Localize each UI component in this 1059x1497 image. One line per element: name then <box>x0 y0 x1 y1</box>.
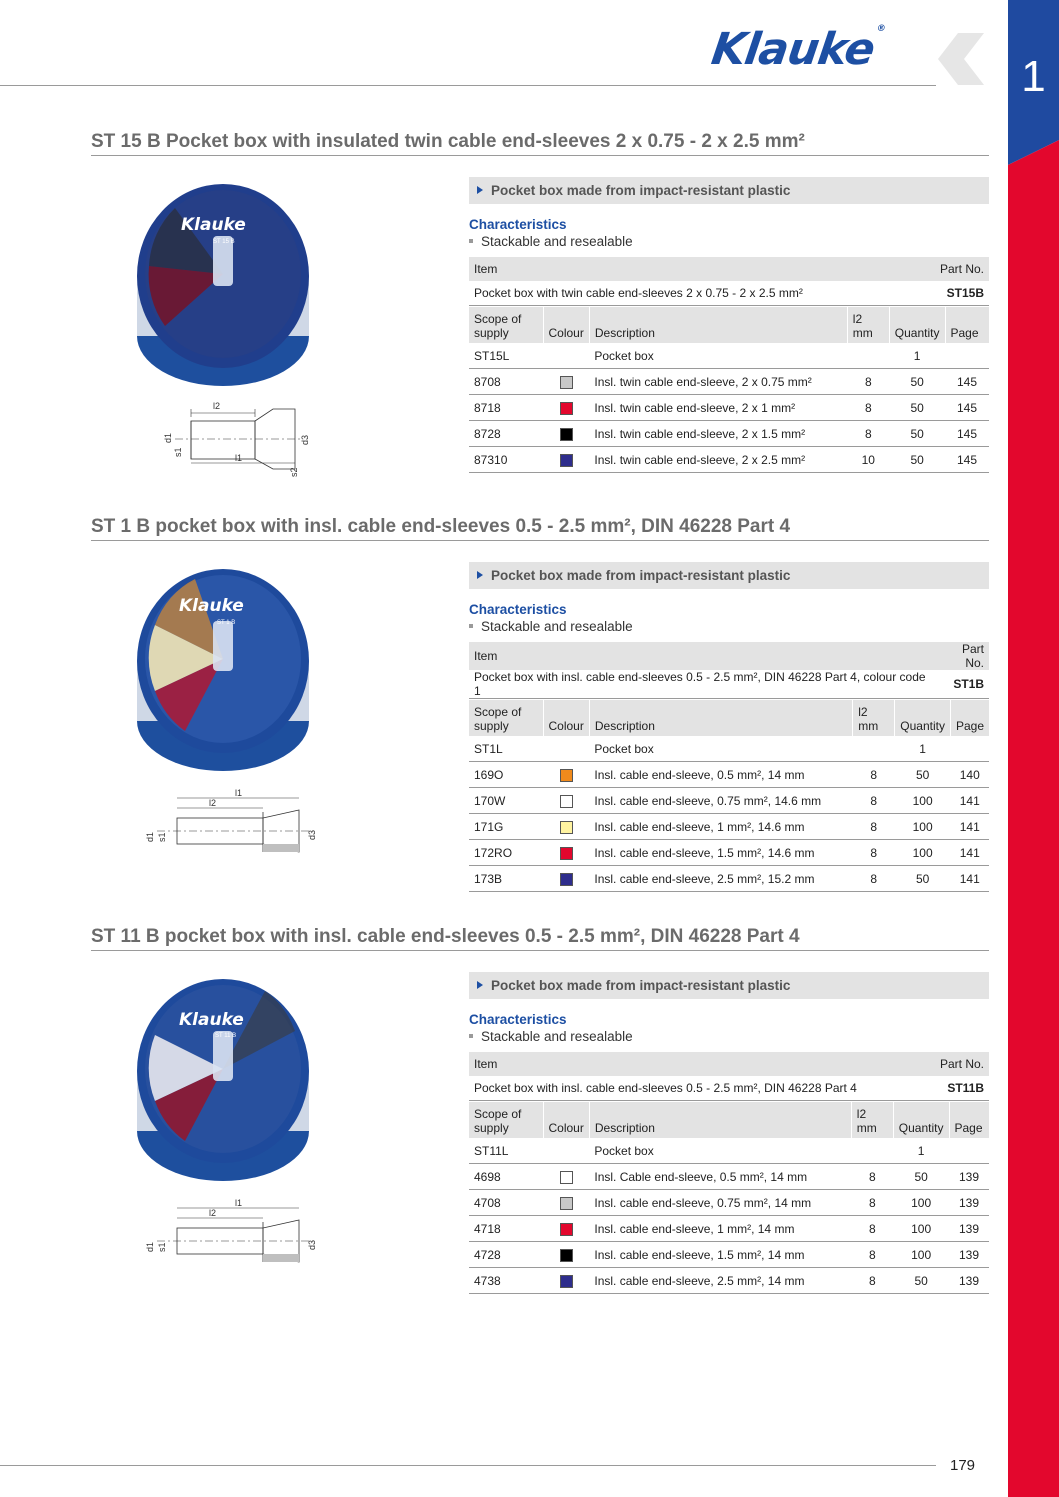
table-row <box>469 1138 989 1164</box>
characteristic-item: Stackable and resealable <box>469 619 989 634</box>
table-row <box>469 840 989 866</box>
box-model: ST 11 B <box>215 1033 237 1039</box>
cell-part-number: 8708 <box>469 369 543 395</box>
col-l2: l2 mm <box>853 700 895 736</box>
cell-description: Insl. twin cable end-sleeve, 2 x 1.5 mm² <box>589 421 847 447</box>
cell-page: 139 <box>949 1164 989 1190</box>
cell-description: Pocket box <box>589 1138 851 1164</box>
colour-swatch <box>560 1249 573 1262</box>
colour-swatch <box>560 873 573 886</box>
col-quantity: Quantity <box>893 1102 949 1138</box>
cell-quantity: 50 <box>895 762 951 788</box>
chapter-sidebar <box>1008 0 1059 1497</box>
col-page: Page <box>950 700 989 736</box>
cell-quantity: 100 <box>893 1216 949 1242</box>
feature-bar: Pocket box made from impact-resistant plastic <box>469 177 989 204</box>
header-divider <box>0 85 936 86</box>
cell-description: Insl. Cable end-sleeve, 0.5 mm², 14 mm <box>589 1164 851 1190</box>
cell-part-number: 4728 <box>469 1242 543 1268</box>
cell-part-number: 87310 <box>469 447 543 473</box>
cell-part-number: 172RO <box>469 840 543 866</box>
col-quantity: Quantity <box>895 700 951 736</box>
scope-table <box>469 700 989 892</box>
box-model: ST 1 B <box>217 620 236 626</box>
product-photo <box>135 561 311 777</box>
item-part-no: ST1B <box>935 670 989 699</box>
item-description: Pocket box with insl. cable end-sleeves 0.5 - 2.5 mm², DIN 46228 Part 4 <box>469 1076 926 1101</box>
col-quantity: Quantity <box>889 307 945 343</box>
cell-colour <box>543 1216 589 1242</box>
cell-l2: 8 <box>847 421 889 447</box>
label-s1: s1 <box>173 447 183 457</box>
item-table <box>469 1052 989 1101</box>
table-row <box>469 1216 989 1242</box>
cell-page: 139 <box>949 1216 989 1242</box>
label-l2: l2 <box>209 798 217 808</box>
product-section-st15b <box>91 131 989 477</box>
label-d1: d1 <box>145 831 155 842</box>
part-no-header: Part No. <box>935 642 989 670</box>
col-description: Description <box>589 307 847 343</box>
colour-swatch <box>560 402 573 415</box>
label-s2: s2 <box>289 467 299 477</box>
triangle-right-icon <box>477 186 483 194</box>
label-s1: s1 <box>157 1242 167 1252</box>
item-table <box>469 642 989 699</box>
product-section-st11b <box>91 926 989 1288</box>
label-l2: l2 <box>209 1208 217 1218</box>
triangle-right-icon <box>477 981 483 989</box>
cell-colour <box>543 1268 589 1294</box>
part-no-header: Part No. <box>926 1052 989 1076</box>
cell-page: 145 <box>945 395 989 421</box>
cell-description: Insl. cable end-sleeve, 1 mm², 14 mm <box>589 1216 851 1242</box>
cell-part-number: 173B <box>469 866 543 892</box>
cell-part-number: 4698 <box>469 1164 543 1190</box>
colour-swatch <box>560 847 573 860</box>
cell-colour <box>543 395 589 421</box>
cell-l2 <box>847 343 889 369</box>
cell-description: Insl. cable end-sleeve, 1.5 mm², 14.6 mm <box>589 840 852 866</box>
scope-table <box>469 307 989 473</box>
cell-colour <box>543 840 589 866</box>
cell-l2: 8 <box>853 840 895 866</box>
table-row <box>469 788 989 814</box>
characteristic-item: Stackable and resealable <box>469 1029 989 1044</box>
sleeve-drawing <box>143 1198 323 1268</box>
table-row <box>469 1268 989 1294</box>
cell-description: Insl. cable end-sleeve, 0.5 mm², 14 mm <box>589 762 852 788</box>
product-details <box>469 972 989 1294</box>
bullet-icon <box>469 624 473 628</box>
cell-l2: 8 <box>853 866 895 892</box>
label-l1: l1 <box>235 1198 243 1208</box>
product-photo <box>135 971 311 1187</box>
cell-description: Insl. twin cable end-sleeve, 2 x 0.75 mm² <box>589 369 847 395</box>
section-title: ST 1 B pocket box with insl. cable end-sleeves 0.5 - 2.5 mm², DIN 46228 Part 4 <box>91 516 989 541</box>
colour-swatch <box>560 1171 573 1184</box>
cell-part-number: ST1L <box>469 736 543 762</box>
table-row <box>469 1190 989 1216</box>
triangle-right-icon <box>477 571 483 579</box>
chevron-decoration-icon <box>938 33 986 85</box>
cell-l2: 8 <box>847 395 889 421</box>
cell-description: Insl. cable end-sleeve, 1.5 mm², 14 mm <box>589 1242 851 1268</box>
box-label: Klauke <box>181 215 246 235</box>
table-row <box>469 421 989 447</box>
feature-bar: Pocket box made from impact-resistant plastic <box>469 562 989 589</box>
cell-page <box>950 736 989 762</box>
cell-colour <box>543 421 589 447</box>
colour-swatch <box>560 795 573 808</box>
cell-page: 141 <box>950 788 989 814</box>
cell-quantity: 50 <box>889 395 945 421</box>
colour-swatch <box>560 821 573 834</box>
colour-swatch <box>560 376 573 389</box>
cell-quantity: 50 <box>893 1268 949 1294</box>
twin-sleeve-drawing <box>163 399 313 479</box>
cell-l2: 8 <box>851 1164 893 1190</box>
cell-l2: 8 <box>851 1216 893 1242</box>
col-scope: Scope of supply <box>469 700 543 736</box>
col-l2: l2 mm <box>847 307 889 343</box>
cell-part-number: ST11L <box>469 1138 543 1164</box>
colour-swatch <box>560 454 573 467</box>
cell-page: 141 <box>950 814 989 840</box>
cell-description: Insl. cable end-sleeve, 0.75 mm², 14 mm <box>589 1190 851 1216</box>
cell-colour <box>543 814 589 840</box>
cell-part-number: 8718 <box>469 395 543 421</box>
cell-colour <box>543 1138 589 1164</box>
table-row <box>469 395 989 421</box>
cell-l2: 10 <box>847 447 889 473</box>
cell-quantity: 50 <box>895 866 951 892</box>
col-description: Description <box>589 1102 851 1138</box>
cell-description: Insl. twin cable end-sleeve, 2 x 2.5 mm² <box>589 447 847 473</box>
cell-quantity: 100 <box>895 788 951 814</box>
colour-swatch <box>560 1197 573 1210</box>
brand-logo: Klauke® <box>708 24 886 75</box>
colour-swatch <box>560 769 573 782</box>
cell-part-number: 4738 <box>469 1268 543 1294</box>
feature-bar: Pocket box made from impact-resistant plastic <box>469 972 989 999</box>
cell-part-number: 4708 <box>469 1190 543 1216</box>
characteristics-title: Characteristics <box>469 217 567 232</box>
cell-part-number: 171G <box>469 814 543 840</box>
label-l1: l1 <box>235 453 243 463</box>
cell-description: Insl. cable end-sleeve, 0.75 mm², 14.6 mm <box>589 788 852 814</box>
col-page: Page <box>945 307 989 343</box>
cell-description: Pocket box <box>589 343 847 369</box>
box-label: Klauke <box>179 1010 244 1030</box>
label-d3: d3 <box>307 1239 317 1250</box>
cell-page: 145 <box>945 447 989 473</box>
cell-part-number: 170W <box>469 788 543 814</box>
table-row <box>469 369 989 395</box>
colour-swatch <box>560 1275 573 1288</box>
table-row <box>469 866 989 892</box>
col-scope: Scope of supply <box>469 1102 543 1138</box>
table-row <box>469 343 989 369</box>
sleeve-drawing <box>143 788 323 858</box>
item-part-no: ST11B <box>926 1076 989 1101</box>
box-label: Klauke <box>179 596 244 616</box>
label-l1: l1 <box>235 788 243 798</box>
cell-quantity: 50 <box>889 421 945 447</box>
chapter-number: 1 <box>1021 52 1046 101</box>
cell-l2: 8 <box>851 1242 893 1268</box>
label-d1: d1 <box>163 432 173 443</box>
cell-l2 <box>851 1138 893 1164</box>
colour-swatch <box>560 428 573 441</box>
item-header: Item <box>469 1052 926 1076</box>
cell-quantity: 100 <box>893 1242 949 1268</box>
label-d3: d3 <box>307 829 317 840</box>
cell-description: Insl. cable end-sleeve, 1 mm², 14.6 mm <box>589 814 852 840</box>
col-page: Page <box>949 1102 989 1138</box>
cell-page: 141 <box>950 840 989 866</box>
cell-page: 145 <box>945 369 989 395</box>
col-colour: Colour <box>543 307 589 343</box>
box-model: ST 15 B <box>213 239 235 245</box>
label-d1: d1 <box>145 1241 155 1252</box>
item-table <box>469 257 989 306</box>
cell-page: 139 <box>949 1268 989 1294</box>
bullet-icon <box>469 239 473 243</box>
cell-quantity: 100 <box>893 1190 949 1216</box>
cell-description: Insl. cable end-sleeve, 2.5 mm², 15.2 mm <box>589 866 852 892</box>
col-description: Description <box>589 700 852 736</box>
characteristics-title: Characteristics <box>469 1012 567 1027</box>
cell-part-number: 169O <box>469 762 543 788</box>
section-title: ST 15 B Pocket box with insulated twin cable end-sleeves 2 x 0.75 - 2 x 2.5 mm² <box>91 131 989 156</box>
cell-quantity: 1 <box>893 1138 949 1164</box>
cell-quantity: 100 <box>895 814 951 840</box>
table-row <box>469 762 989 788</box>
label-l2: l2 <box>213 401 221 411</box>
cell-colour <box>543 343 589 369</box>
label-d3: d3 <box>300 434 310 445</box>
product-section-st1b <box>91 516 989 886</box>
table-row <box>469 736 989 762</box>
col-scope: Scope of supply <box>469 307 543 343</box>
cell-colour <box>543 736 589 762</box>
cell-colour <box>543 1242 589 1268</box>
product-photo <box>135 176 311 392</box>
cell-l2: 8 <box>853 788 895 814</box>
cell-l2: 8 <box>847 369 889 395</box>
product-details <box>469 562 989 892</box>
cell-quantity: 50 <box>889 447 945 473</box>
cell-part-number: 4718 <box>469 1216 543 1242</box>
cell-quantity: 50 <box>889 369 945 395</box>
scope-table <box>469 1102 989 1294</box>
cell-page <box>949 1138 989 1164</box>
cell-l2: 8 <box>853 814 895 840</box>
cell-page: 140 <box>950 762 989 788</box>
cell-colour <box>543 866 589 892</box>
section-title: ST 11 B pocket box with insl. cable end-sleeves 0.5 - 2.5 mm², DIN 46228 Part 4 <box>91 926 989 951</box>
table-row <box>469 1242 989 1268</box>
item-description: Pocket box with twin cable end-sleeves 2 x 0.75 - 2 x 2.5 mm² <box>469 281 918 306</box>
product-details <box>469 177 989 473</box>
page-number: 179 <box>950 1457 976 1474</box>
cell-quantity: 50 <box>893 1164 949 1190</box>
cell-page: 139 <box>949 1242 989 1268</box>
cell-colour <box>543 1190 589 1216</box>
cell-l2 <box>853 736 895 762</box>
table-row <box>469 814 989 840</box>
cell-colour <box>543 369 589 395</box>
part-no-header: Part No. <box>918 257 990 281</box>
cell-part-number: 8728 <box>469 421 543 447</box>
cell-quantity: 1 <box>895 736 951 762</box>
colour-swatch <box>560 1223 573 1236</box>
characteristic-item: Stackable and resealable <box>469 234 989 249</box>
col-l2: l2 mm <box>851 1102 893 1138</box>
item-part-no: ST15B <box>918 281 990 306</box>
cell-colour <box>543 762 589 788</box>
cell-description: Insl. cable end-sleeve, 2.5 mm², 14 mm <box>589 1268 851 1294</box>
cell-l2: 8 <box>851 1190 893 1216</box>
cell-colour <box>543 447 589 473</box>
cell-colour <box>543 1164 589 1190</box>
col-colour: Colour <box>543 700 589 736</box>
item-header: Item <box>469 642 935 670</box>
cell-page: 139 <box>949 1190 989 1216</box>
cell-part-number: ST15L <box>469 343 543 369</box>
cell-quantity: 1 <box>889 343 945 369</box>
cell-description: Insl. twin cable end-sleeve, 2 x 1 mm² <box>589 395 847 421</box>
col-colour: Colour <box>543 1102 589 1138</box>
cell-page <box>945 343 989 369</box>
item-header: Item <box>469 257 918 281</box>
cell-l2: 8 <box>853 762 895 788</box>
characteristics-title: Characteristics <box>469 602 567 617</box>
cell-colour <box>543 788 589 814</box>
item-description: Pocket box with insl. cable end-sleeves 0.5 - 2.5 mm², DIN 46228 Part 4, colour code 1 <box>469 670 935 699</box>
bullet-icon <box>469 1034 473 1038</box>
label-s1: s1 <box>157 832 167 842</box>
cell-page: 145 <box>945 421 989 447</box>
table-row <box>469 1164 989 1190</box>
cell-quantity: 100 <box>895 840 951 866</box>
cell-l2: 8 <box>851 1268 893 1294</box>
cell-page: 141 <box>950 866 989 892</box>
footer-divider <box>0 1465 936 1466</box>
cell-description: Pocket box <box>589 736 852 762</box>
table-row <box>469 447 989 473</box>
